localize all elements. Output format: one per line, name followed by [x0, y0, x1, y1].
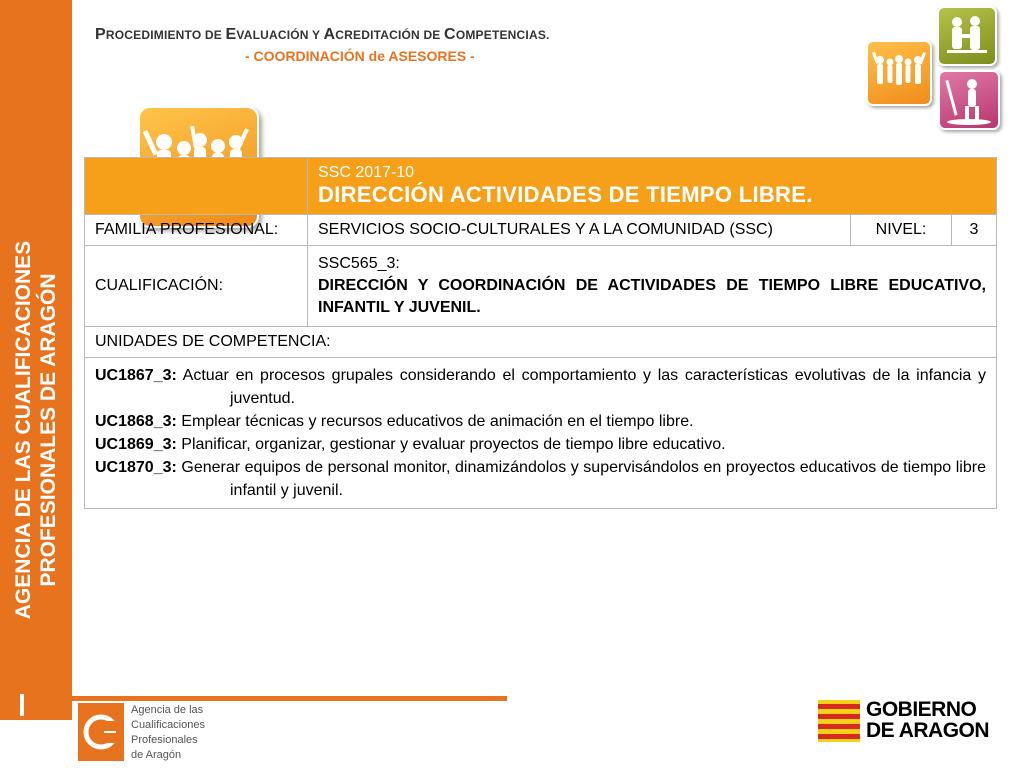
- government-logo-line2: DE ARAGON: [866, 719, 990, 742]
- nivel-value: 3: [952, 215, 997, 246]
- unidades-list: [85, 358, 997, 509]
- agency-logo-line: de Aragón: [131, 749, 182, 761]
- cualificacion-code: SSC565_3:: [318, 255, 400, 272]
- cualificacion-cell: [308, 246, 997, 327]
- cualificacion-label: CUALIFICACIÓN:: [85, 246, 308, 327]
- footer-divider: [72, 696, 507, 701]
- list-item: UC1870_3: Generar equipos de personal monitor, dinamizándolos y supervisándolos en proyectos educativos de tiempo libre infantil y juvenil.: [95, 459, 986, 499]
- familia-row: [85, 215, 997, 246]
- list-item: UC1869_3: Planificar, organizar, gestionar y evaluar proyectos de tiempo libre educativo.: [95, 436, 726, 453]
- agency-logo: [78, 703, 124, 761]
- qualification-table: [84, 157, 997, 509]
- cualificacion-row: [85, 246, 997, 327]
- government-logo-line1: GOBIERNO: [866, 698, 977, 721]
- agency-title-line2: PROFESIONALES DE ARAGÓN: [37, 273, 60, 587]
- unidades-list-row: [85, 358, 997, 509]
- qualification-code: SSC 2017-10: [318, 164, 415, 181]
- qualification-title: DIRECCIÓN ACTIVIDADES DE TIEMPO LIBRE.: [318, 182, 813, 207]
- aragon-flag-icon: [818, 700, 860, 742]
- page-subtitle: - COORDINACIÓN de ASESORES -: [245, 48, 475, 64]
- sidebar-band: [0, 0, 72, 720]
- title-spacer-cell: [85, 158, 308, 215]
- outdoor-activity-icon: [938, 70, 1000, 130]
- familia-label: FAMILIA PROFESIONAL:: [85, 215, 308, 246]
- nivel-label: NIVEL:: [851, 215, 952, 246]
- qualification-title-row: [85, 158, 997, 215]
- familia-value: SERVICIOS SOCIO-CULTURALES Y A LA COMUNIDAD (SSC): [308, 215, 851, 246]
- agency-logo-line: Cualificaciones: [131, 719, 205, 731]
- page-title: PROCEDIMIENTO DE EVALUACIÓN Y ACREDITACIÓN DE COMPETENCIAS.: [95, 26, 550, 43]
- children-group-icon: [866, 40, 932, 106]
- cualificacion-name: DIRECCIÓN Y COORDINACIÓN DE ACTIVIDADES DE TIEMPO LIBRE EDUCATIVO, INFANTIL Y JUVENIL.: [318, 277, 986, 316]
- agency-logo-line: Profesionales: [131, 734, 198, 746]
- agency-logo-line: Agencia de las: [131, 704, 204, 716]
- unidades-header-row: [85, 327, 997, 358]
- unidades-label: UNIDADES DE COMPETENCIA:: [85, 327, 997, 358]
- agency-title-line1: AGENCIA DE LAS CUALIFICACIONES: [12, 240, 35, 620]
- government-logo-text: [866, 699, 989, 741]
- list-item: UC1868_3: Emplear técnicas y recursos educativos de animación en el tiempo libre.: [95, 413, 694, 430]
- agency-logo-text: [131, 703, 205, 763]
- sidebar-marker: [20, 694, 24, 716]
- qualification-title-cell: [308, 158, 997, 215]
- agency-vertical-title: [11, 170, 61, 690]
- adults-group-icon: [937, 6, 997, 66]
- list-item: UC1867_3: Actuar en procesos grupales considerando el comportamiento y las características evolutivas de la infancia y juventud.: [95, 367, 987, 407]
